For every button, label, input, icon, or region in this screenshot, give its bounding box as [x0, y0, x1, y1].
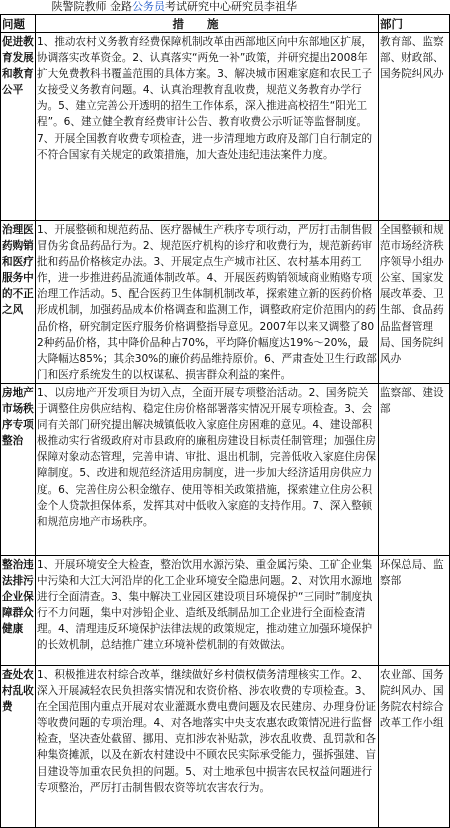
- row-measures: 1、以房地产开发项目为切入点，全面开展专项整治活动。2、国务院关于调整住房供应结构、稳定住房价格部署落实情况开展专项检查。3、会同有关部门研究提出解决城镇低收入家庭住房困难的意见。4、建设部积极推动实行省级政府对市县政府的廉租房建设目标责任制管理；加强住房保障对象动态管理，完善申请、审批、退出机制，完善低收入家庭住房保障制度。5、改进和规范经济适用房制度，进一步加大经济适用房供应力度。6、完善住房公积金缴存、使用等相关政策措施，探索建立住房公积金个人贷款担保体系，发挥其对中低收入家庭的支持作用。7、深入整顿和规范房地产市场秩序。: [36, 383, 379, 555]
- column-header-department: 部门: [379, 15, 450, 33]
- table-header-row: [1, 15, 450, 33]
- row-measures: 1、开展环境安全大检查，整治饮用水源污染、重金属污染、工矿企业集中污染和大江大河沿岸的化工企业环境安全隐患问题。2、对饮用水源地进行全面清查。3、集中解决工业园区建设项目环境保护“三同时”制度执行不力问题，集中对涉铅企业、造纸及纸制品加工企业进行全面检查清理。4、清理违反环境保护法律法规的政策规定，推动建立加强环境保护的长效机制，总结推广建立环境补偿机制的有效做法。: [36, 555, 379, 665]
- row-measures: 1、推动农村义务教育经费保障机制改革由西部地区向中东部地区扩展，协调落实改革资金。2、认真落实“两免一补”政策，并研究提出2008年扩大免费教科书覆盖范围的具体方案。3、解决城市困难家庭和农民工子女接受义务教育问题。4、认真治理教育乱收费，规范义务教育办学行为。5、建立完善公开透明的招生工作体系，深入推进高校招生“阳光工程”。6、建立健全教育经费审计公告、教育收费公示听证等监督制度。7、开展全国教育收费专项检查，进一步清理地方政府及部门自行制定的不符合国家有关规定的政策措施，加大查处违纪违法案件力度。: [36, 33, 379, 221]
- table-row: [1, 665, 450, 827]
- table-row: [1, 555, 450, 665]
- row-departments: 监察部、建设部: [379, 383, 450, 555]
- row-category: 房地产市场秩序专项整治: [1, 383, 36, 555]
- row-measures: 1、积极推进农村综合改革，继续做好乡村债权债务清理核实工作。2、深入开展减轻农民负担落实情况和农资价格、涉农收费的专项检查。3、在全国范围内重点开展对农业灌溉水费电费问题及农民建房、办理身份证等收费问题的专项治理。4、对各地落实中央支农惠农政策情况进行监督检查，坚决查处截留、挪用、克扣涉农补贴款，涉农乱收费、乱罚款和各种集资摊派，以及在新农村建设中不顾农民实际承受能力，强拆强建、盲目建设等加重农民负担的问题。5、对土地承包中损害农民权益问题进行专项整治，严厉打击制售假农资等坑农害农行为。: [36, 665, 379, 827]
- row-category: 整治违法排污企业保障群众健康: [1, 555, 36, 665]
- column-header-issue: 问题: [1, 15, 36, 33]
- header-author: 陕警院教师 金路: [51, 0, 132, 13]
- row-departments: 教育部、监察部、财政部、国务院纠风办: [379, 33, 450, 221]
- header-title: 考试研究中心研究员李祖华: [165, 0, 297, 13]
- table-row: [1, 221, 450, 384]
- measures-table: [0, 14, 450, 828]
- row-departments: 全国整顿和规范市场经济秩序领导小组办公室、国家发展改革委、卫生部、食品药品监督管理局、国务院纠风办: [379, 221, 450, 384]
- document-header: [0, 0, 450, 14]
- row-category: 促进教育发展和教育公平: [1, 33, 36, 221]
- header-link[interactable]: 公务员: [132, 0, 165, 13]
- row-category: 治理医药购销和医疗服务中的不正之风: [1, 221, 36, 384]
- column-header-measures: 措施: [36, 15, 379, 33]
- row-departments: 环保总局、监察部: [379, 555, 450, 665]
- row-measures: 1、开展整顿和规范药品、医疗器械生产秩序专项行动，严厉打击制售假冒伪劣食品药品行为。2、规范医疗机构的诊疗和收费行为，规范新药审批和药品价格核定办法。3、开展定点生产城市社区、农村基本用药工作，进一步推进药品流通体制改革。4、开展医药购销领域商业贿赂专项治理工作活动。5、配合医药卫生体制机制改革，探索建立新的医药价格形成机制，加强药品成本价格调查和监测工作，调整政府定价范围内的药品价格，研究制定医疗服务价格调整指导意见。2007年以来又调整了802种药品价格，其中降价品种占70%，平均降价幅度达19%～20%，最大降幅达85%；其余30%的廉价药品维持原价。6、严肃查处卫生行政部门和医疗系统发生的以权谋私、损害群众利益的案件。: [36, 221, 379, 384]
- row-category: 查处农村乱收费: [1, 665, 36, 827]
- table-row: [1, 33, 450, 221]
- table-row: [1, 383, 450, 555]
- row-departments: 农业部、国务院纠风办、国务院农村综合改革工作小组: [379, 665, 450, 827]
